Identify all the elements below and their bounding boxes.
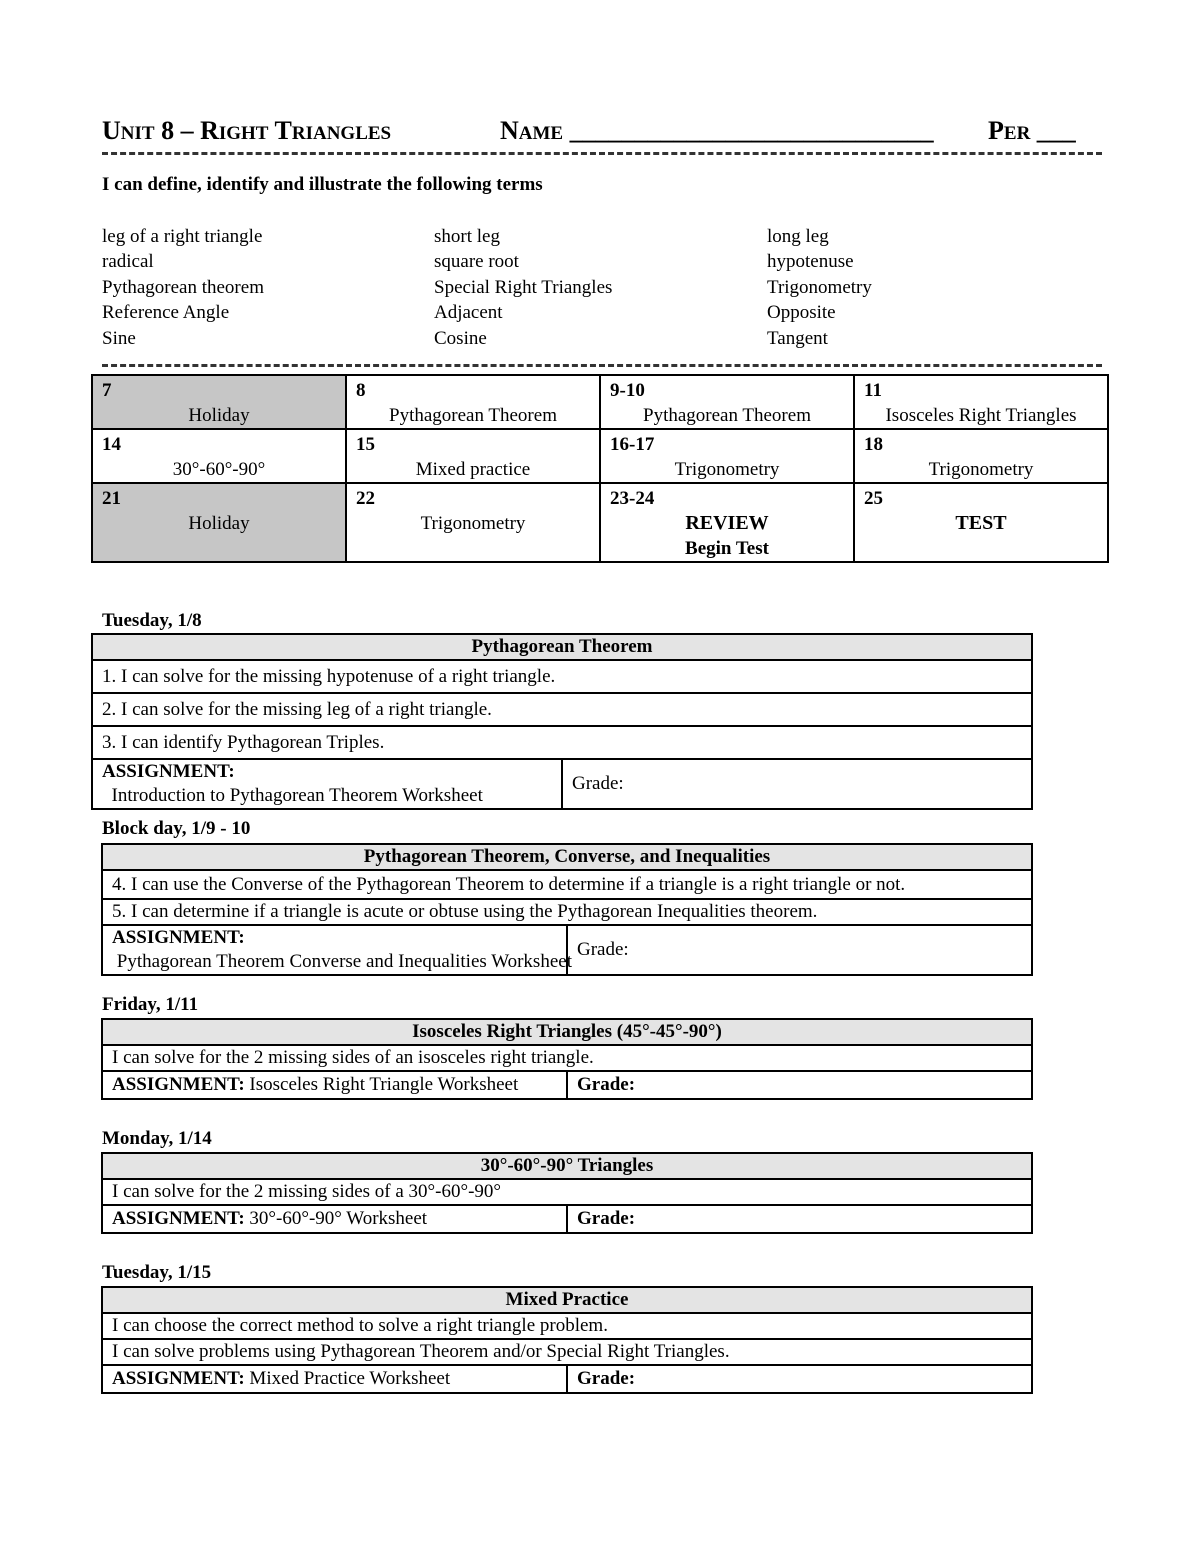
calendar-day: 9-10 Pythagorean Theorem: [600, 375, 854, 429]
term: Special Right Triangles: [434, 276, 613, 298]
objective: I can solve for the 2 missing sides of an isosceles right triangle.: [102, 1045, 1032, 1071]
day-label: Friday, 1/11: [102, 994, 199, 1015]
calendar-week: [92, 429, 1108, 483]
objective: 4. I can use the Converse of the Pythagorean Theorem to determine if a triangle is a right triangle or not.: [102, 870, 1032, 899]
calendar-day: 21 Holiday: [92, 483, 346, 562]
term: leg of a right triangle: [102, 226, 263, 247]
calendar-day: 11 Isosceles Right Triangles: [854, 375, 1108, 429]
lesson-table: [101, 1286, 1033, 1394]
assignment-cell: ASSIGNMENT: 30°-60°-90° Worksheet: [102, 1205, 567, 1233]
term: Trigonometry: [767, 276, 872, 298]
lesson-heading: 30°-60°-90° Triangles: [102, 1153, 1032, 1179]
grade-cell: Grade:: [562, 759, 1032, 809]
lesson-table: [101, 1152, 1033, 1234]
name-field[interactable]: NAME ____________________________: [500, 116, 934, 145]
calendar-day: 8 Pythagorean Theorem: [346, 375, 600, 429]
calendar-day: 18 Trigonometry: [854, 429, 1108, 483]
lesson-heading: Isosceles Right Triangles (45°-45°-90°): [102, 1019, 1032, 1045]
lesson-heading: Pythagorean Theorem: [92, 634, 1032, 660]
calendar-day: 25 TEST: [854, 483, 1108, 562]
grade-cell: Grade:: [567, 1365, 1032, 1393]
assignment-cell: ASSIGNMENT: Pythagorean Theorem Converse and Inequalities Worksheet: [102, 925, 567, 975]
assignment-cell: ASSIGNMENT: Mixed Practice Worksheet: [102, 1365, 567, 1393]
calendar-day: 16-17 Trigonometry: [600, 429, 854, 483]
lesson-table: [101, 843, 1033, 976]
term: Pythagorean theorem: [102, 276, 264, 298]
unit-title-line: [102, 116, 1102, 146]
objective: 1. I can solve for the missing hypotenuse of a right triangle.: [92, 660, 1032, 693]
term: hypotenuse: [767, 251, 854, 273]
objective: 3. I can identify Pythagorean Triples.: [92, 726, 1032, 759]
objective: I can solve problems using Pythagorean Theorem and/or Special Right Triangles.: [102, 1339, 1032, 1365]
calendar-day: 15 Mixed practice: [346, 429, 600, 483]
term: Opposite: [767, 302, 836, 324]
objective: I can choose the correct method to solve a right triangle problem.: [102, 1313, 1032, 1339]
calendar-day: 14 30°-60°-90°: [92, 429, 346, 483]
calendar-week: [92, 483, 1108, 562]
term: short leg: [434, 226, 500, 247]
calendar-day: 23-24 REVIEW Begin Test: [600, 483, 854, 562]
objective: I can solve for the 2 missing sides of a 30°-60°-90°: [102, 1179, 1032, 1205]
assignment-cell: ASSIGNMENT: Isosceles Right Triangle Worksheet: [102, 1071, 567, 1099]
term: Reference Angle: [102, 302, 230, 324]
grade-cell: Grade:: [567, 1205, 1032, 1233]
day-label: Block day, 1/9 - 10: [102, 818, 251, 839]
terms-intro: I can define, identify and illustrate the following terms: [102, 174, 543, 195]
unit-title: UNIT 8 – RIGHT TRIANGLES: [102, 116, 392, 145]
term: Cosine: [434, 327, 487, 349]
day-label: Monday, 1/14: [102, 1128, 212, 1149]
term: long leg: [767, 226, 829, 247]
period-field[interactable]: PER ___: [988, 116, 1076, 145]
lesson-heading: Pythagorean Theorem, Converse, and Inequalities: [102, 844, 1032, 870]
unit-calendar: [91, 374, 1109, 563]
lesson-table: [91, 633, 1033, 810]
day-label: Tuesday, 1/8: [102, 610, 202, 631]
term: square root: [434, 251, 519, 273]
calendar-week: [92, 375, 1108, 429]
objective: 2. I can solve for the missing leg of a right triangle.: [92, 693, 1032, 726]
term: Adjacent: [434, 302, 503, 324]
assignment-cell: ASSIGNMENT: Introduction to Pythagorean Theorem Worksheet: [92, 759, 562, 809]
terms-grid: [102, 224, 1102, 351]
day-label: Tuesday, 1/15: [102, 1262, 212, 1283]
calendar-day: 22 Trigonometry: [346, 483, 600, 562]
grade-cell: Grade:: [567, 925, 1032, 975]
term: Tangent: [767, 327, 828, 349]
grade-cell: Grade:: [567, 1071, 1032, 1099]
dashed-divider: [102, 152, 1102, 155]
lesson-heading: Mixed Practice: [102, 1287, 1032, 1313]
term: Sine: [102, 327, 136, 349]
objective: 5. I can determine if a triangle is acute or obtuse using the Pythagorean Inequalities theorem.: [102, 899, 1032, 925]
dashed-divider: [102, 364, 1102, 367]
lesson-table: [101, 1018, 1033, 1100]
calendar-day: 7 Holiday: [92, 375, 346, 429]
term: radical: [102, 251, 154, 273]
